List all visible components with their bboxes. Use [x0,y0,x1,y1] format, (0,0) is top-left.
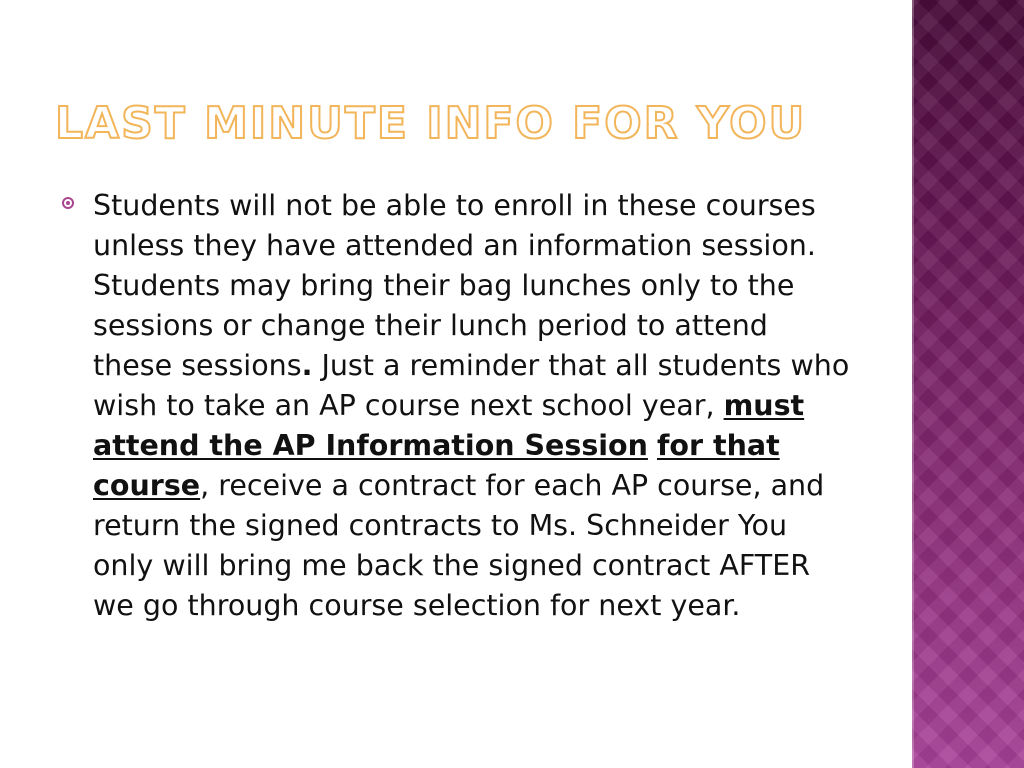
emphasis-for-that-course: for that course [93,429,780,502]
bullet-intro-text: Students will not be able to enroll in these courses unless they have attended an information session. Students may bring their bag lunches only to the sessions or change their lunch period to attend these sessions [93,189,816,382]
bullet-item [62,186,852,626]
decorative-side-band [912,0,1024,768]
bullet-paragraph [93,186,852,626]
bullet-reminder-text: Just a reminder that all students who wish to take an AP course next school year, [93,349,850,422]
emphasis-gap [648,429,657,462]
bullet-period: . [301,349,313,382]
slide-title: LAST MINUTE INFO FOR YOU [55,98,807,149]
circle-dot-bullet-icon [62,197,74,209]
bullet-rest-text: , receive a contract for each AP course, and return the signed contracts to Ms. Schneider You only will bring me back the signed contract AFTER we go through course selection for next year. [93,469,825,622]
emphasis-attend-session: must attend the AP Information Session [93,389,805,462]
